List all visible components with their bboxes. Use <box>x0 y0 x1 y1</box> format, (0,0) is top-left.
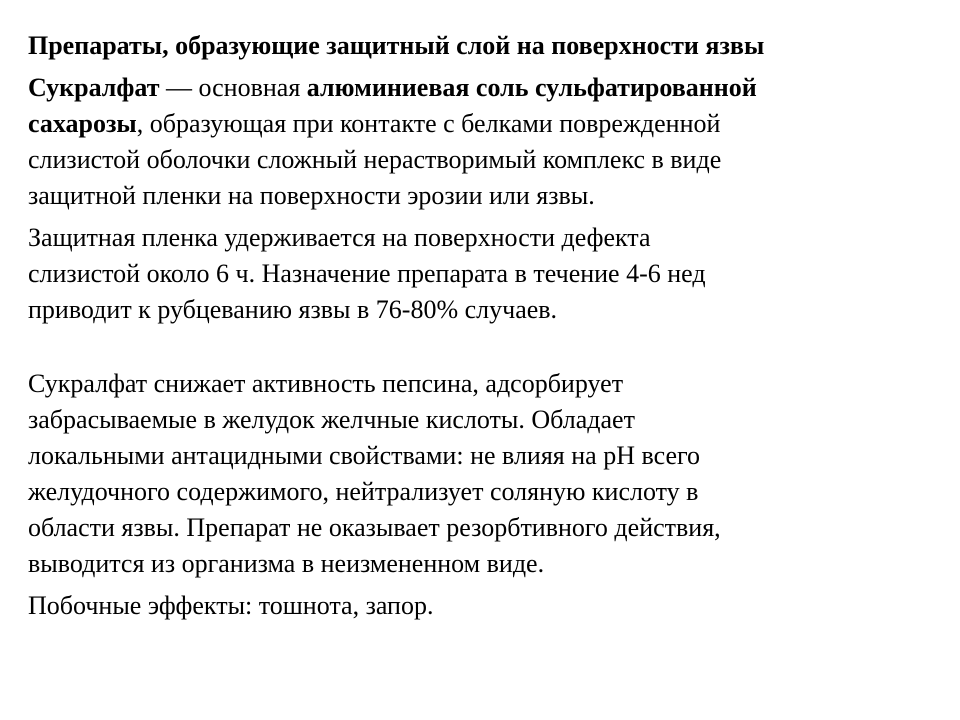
text-line: локальными антацидными свойствами: не влияя на рН всего <box>28 441 701 470</box>
text-line: выводится из организма в неизмененном виде. <box>28 549 545 578</box>
text-line: Побочные эффекты: тошнота, запор. <box>28 591 434 620</box>
bold-term-aluminium-salt: алюминиевая соль сульфатированной <box>306 73 757 102</box>
text-line: забрасываемые в желудок желчные кислоты. Обладает <box>28 405 635 434</box>
bold-term-sucrose: сахарозы <box>28 109 137 138</box>
text-line: Сукралфат — основная алюминиевая соль сульфатированной <box>28 73 757 102</box>
text-line: области язвы. Препарат не оказывает резорбтивного действия, <box>28 513 721 542</box>
paragraph-pepsin-action <box>28 366 908 582</box>
text-line: защитной пленки на поверхности эрозии или язвы. <box>28 181 595 210</box>
slide-heading: Препараты, образующие защитный слой на поверхности язвы <box>28 31 765 60</box>
text-line: приводит к рубцеванию язвы в 76-80% случаев. <box>28 295 558 324</box>
paragraph-protective-film <box>28 220 908 328</box>
text-line: Сукралфат снижает активность пепсина, адсорбирует <box>28 369 624 398</box>
text-line: слизистой оболочки сложный нерастворимый комплекс в виде <box>28 145 722 174</box>
text-line: Защитная пленка удерживается на поверхности дефекта <box>28 223 651 252</box>
paragraph-sucralfate-definition <box>28 70 908 214</box>
text-line: слизистой около 6 ч. Назначение препарата в течение 4-6 нед <box>28 259 706 288</box>
slide-content <box>28 28 908 630</box>
text-line: сахарозы, образующая при контакте с белками поврежденной <box>28 109 721 138</box>
text-line: желудочного содержимого, нейтрализует соляную кислоту в <box>28 477 699 506</box>
bold-term-sucralfate: Сукралфат <box>28 73 160 102</box>
paragraph-side-effects <box>28 588 908 624</box>
